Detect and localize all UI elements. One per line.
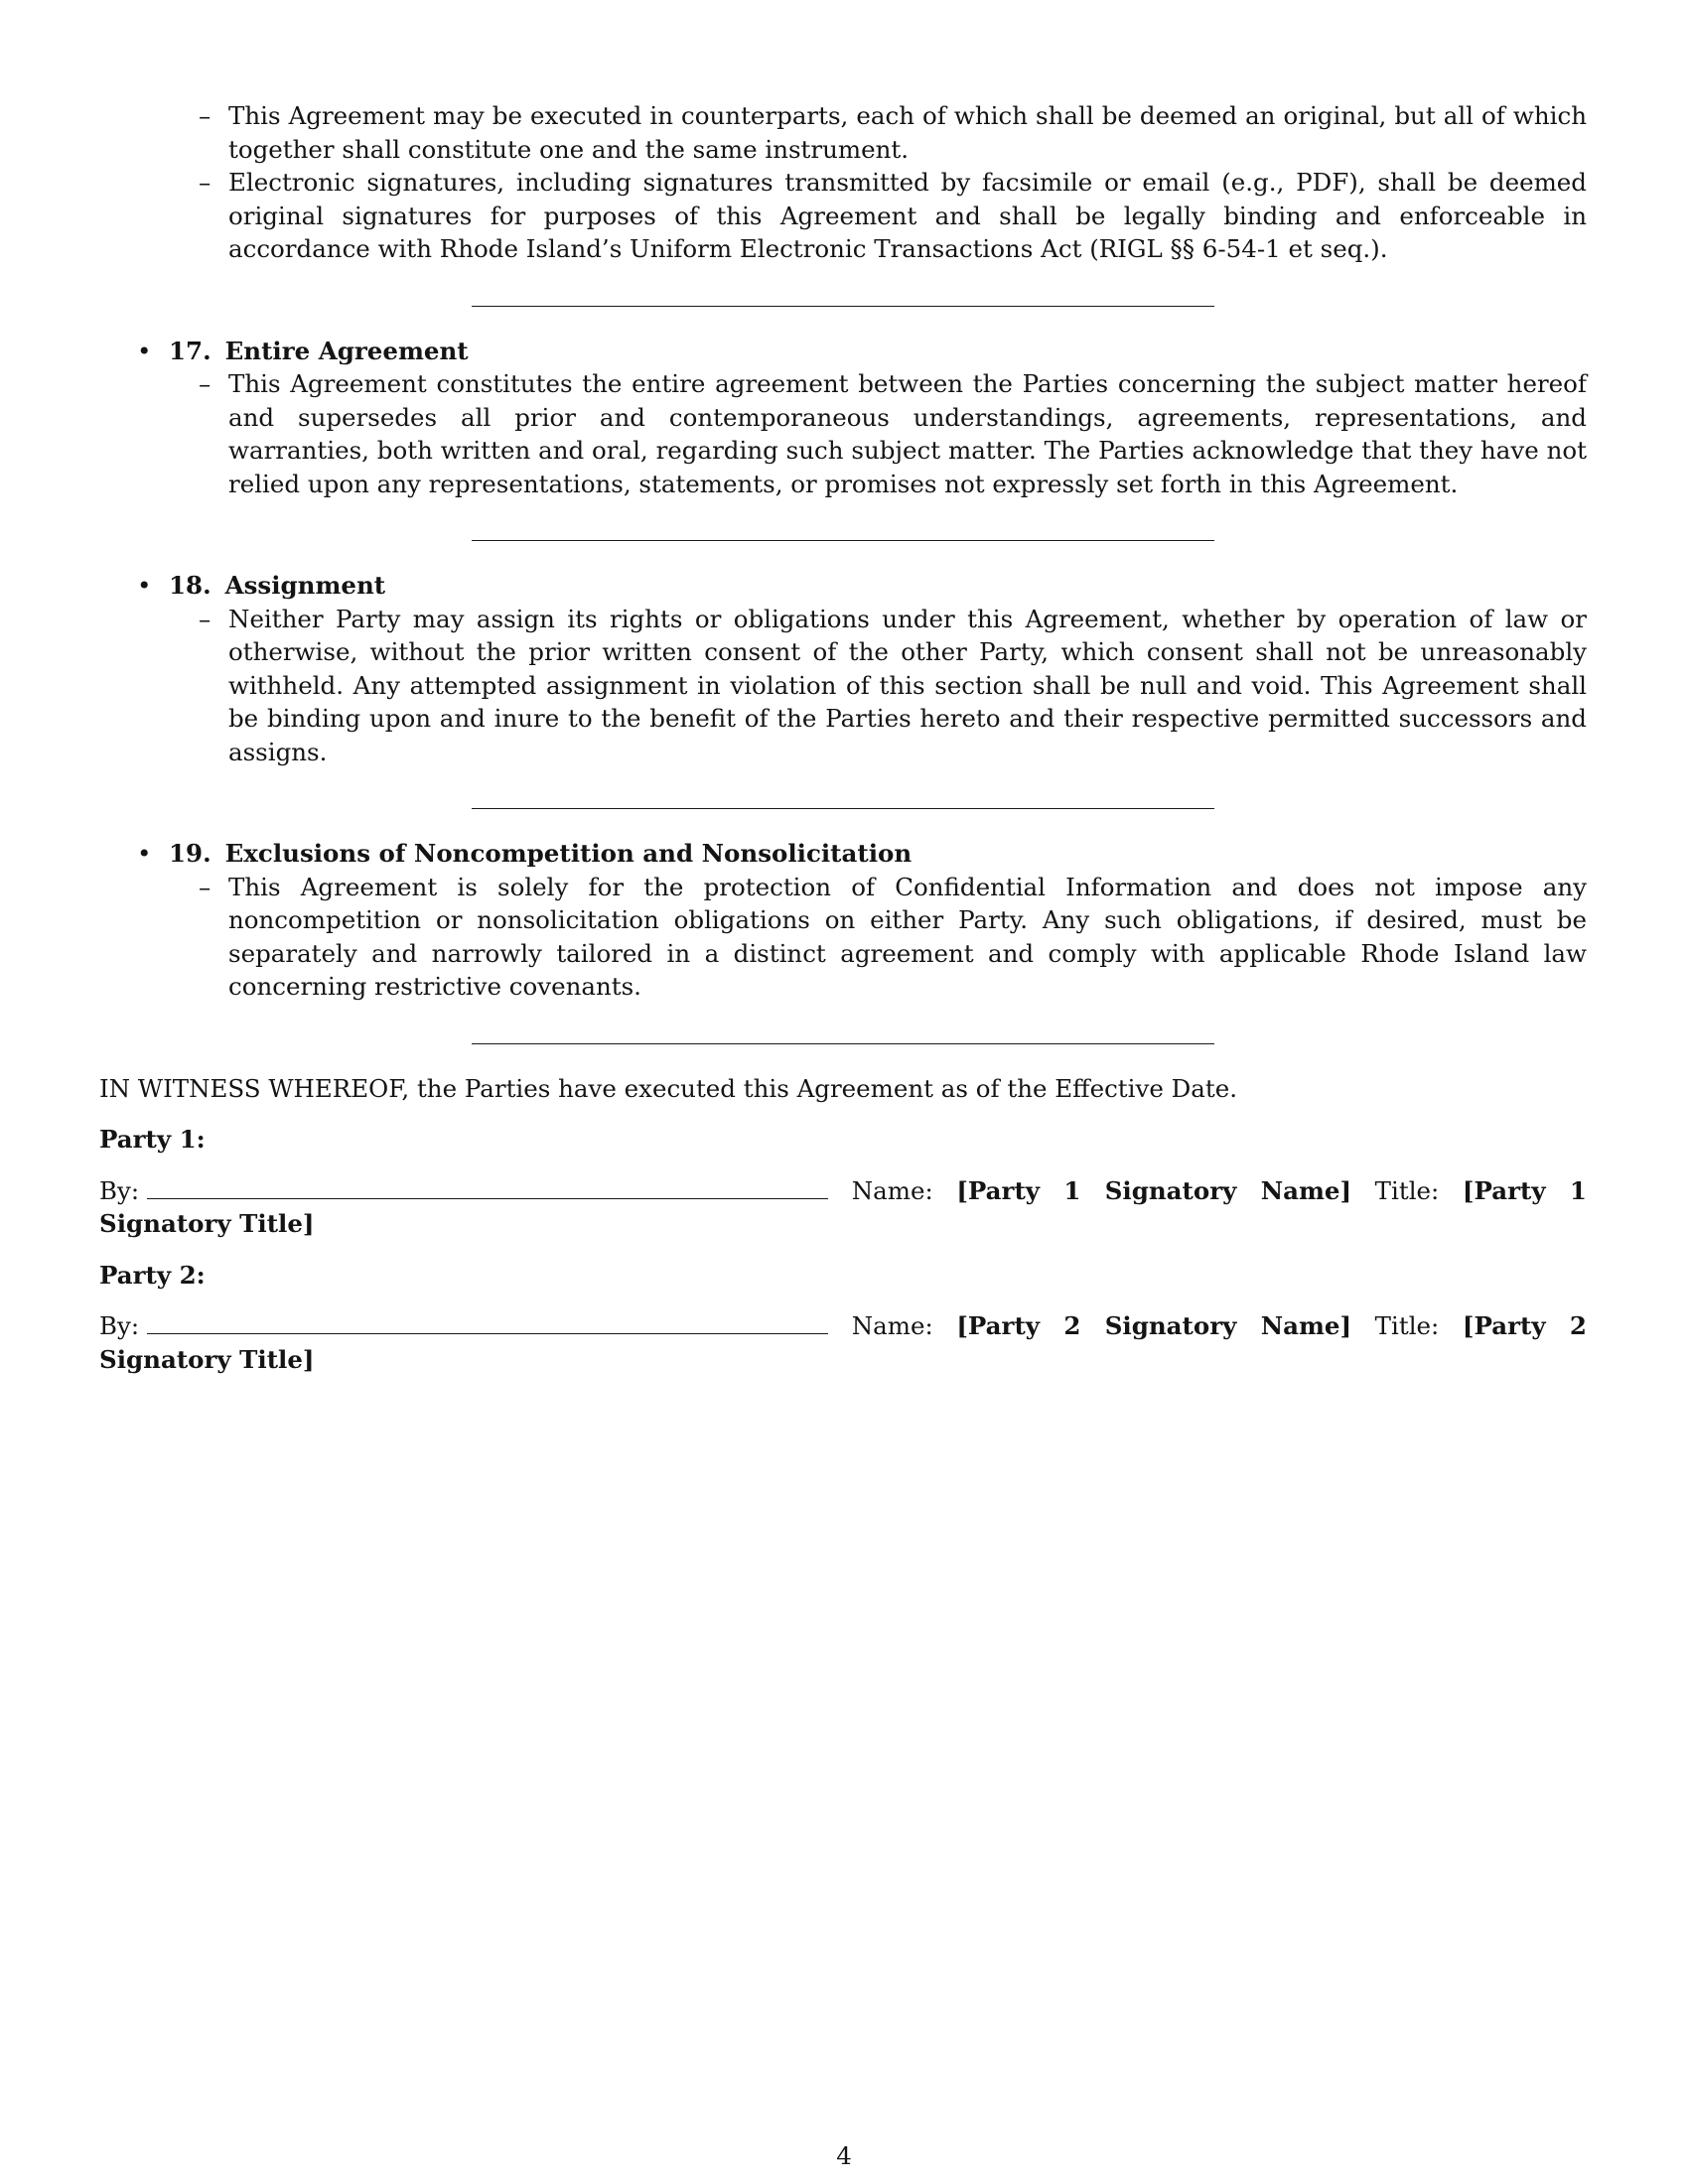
section-body: [169, 603, 1587, 769]
section-divider: [472, 1043, 1214, 1044]
bullet-icon: •: [137, 839, 152, 868]
document-page: [99, 99, 1587, 1376]
section-divider: [472, 808, 1214, 809]
section-19: [99, 837, 1587, 1004]
title-label: Title:: [1374, 1311, 1440, 1340]
page-number: 4: [836, 2141, 852, 2170]
bullet-icon: •: [137, 571, 152, 600]
list-item: – This Agreement constitutes the entire agreement between the Parties concerning the subject matter hereof and supersedes all prior and contemporaneous understandings, agreements, representations, and warranties, both written and oral, regarding such subject matter. The Parties acknowledge that they have not relied upon any representations, statements, or promises not expressly set forth in this Agreement.: [228, 367, 1587, 500]
party-2-signatory-name: [Party 2 Signatory Name]: [956, 1311, 1352, 1340]
section-divider: [472, 306, 1214, 307]
section-heading: [169, 569, 1587, 603]
by-label: By:: [99, 1311, 140, 1340]
section-number: 19.: [169, 839, 211, 868]
party-2-signatory-title: [Party 2 Signatory Title]: [99, 1311, 1587, 1374]
by-label: By:: [99, 1175, 140, 1205]
party-1-signature-block: [99, 1174, 1587, 1241]
counterparts-list: [99, 99, 1587, 266]
section-divider: [472, 540, 1214, 541]
section-number: 17.: [169, 336, 211, 365]
section-number: 18.: [169, 571, 211, 600]
title-label: Title:: [1374, 1175, 1440, 1205]
name-label: Name:: [851, 1311, 933, 1340]
section-body: [169, 367, 1587, 500]
section-title: Entire Agreement: [224, 336, 469, 365]
bullet-icon: •: [137, 336, 152, 365]
party-2-label: Party 2:: [99, 1260, 206, 1290]
party-1-signatory-title: [Party 1 Signatory Title]: [99, 1175, 1587, 1238]
section-heading: [169, 837, 1587, 871]
name-label: Name:: [851, 1175, 933, 1205]
list-item: – Neither Party may assign its rights or obligations under this Agreement, whether by operation of law or otherwise, without the prior written consent of the other Party, which consent shall not be unreasonably withheld. Any attempted assignment in violation of this section shall be null and void. This Agreement shall be binding upon and inure to the benefit of the Parties hereto and their respective permitted successors and assigns.: [228, 603, 1587, 769]
party-2-signature-line[interactable]: [147, 1309, 828, 1334]
list-item: – Electronic signatures, including signatures transmitted by facsimile or email (e.g., PDF), shall be deemed original signatures for purposes of this Agreement and shall be legally binding and enforceable in accordance with Rhode Island’s Uniform Electronic Transactions Act (RIGL §§ 6-54-1 et seq.).: [228, 166, 1587, 266]
section-17: [99, 335, 1587, 501]
list-item: – This Agreement is solely for the protection of Confidential Information and does not impose any noncompetition or nonsolicitation obligations on either Party. Any such obligations, if desired, must be separately and narrowly tailored in a distinct agreement and comply with applicable Rhode Island law concerning restrictive covenants.: [228, 871, 1587, 1004]
list-item: – This Agreement may be executed in counterparts, each of which shall be deemed an original, but all of which together shall constitute one and the same instrument.: [228, 99, 1587, 166]
section-title: Assignment: [224, 571, 386, 600]
section-heading: [169, 335, 1587, 368]
party-1-signatory-name: [Party 1 Signatory Name]: [956, 1175, 1352, 1205]
party-2-signature-block: [99, 1309, 1587, 1376]
party-1-label: Party 1:: [99, 1125, 206, 1154]
party-1-signature-line[interactable]: [147, 1174, 828, 1199]
witness-statement: IN WITNESS WHEREOF, the Parties have executed this Agreement as of the Effective Date.: [99, 1073, 1237, 1103]
section-18: [99, 569, 1587, 768]
section-title: Exclusions of Noncompetition and Nonsolicitation: [224, 839, 913, 868]
section-body: [169, 871, 1587, 1004]
